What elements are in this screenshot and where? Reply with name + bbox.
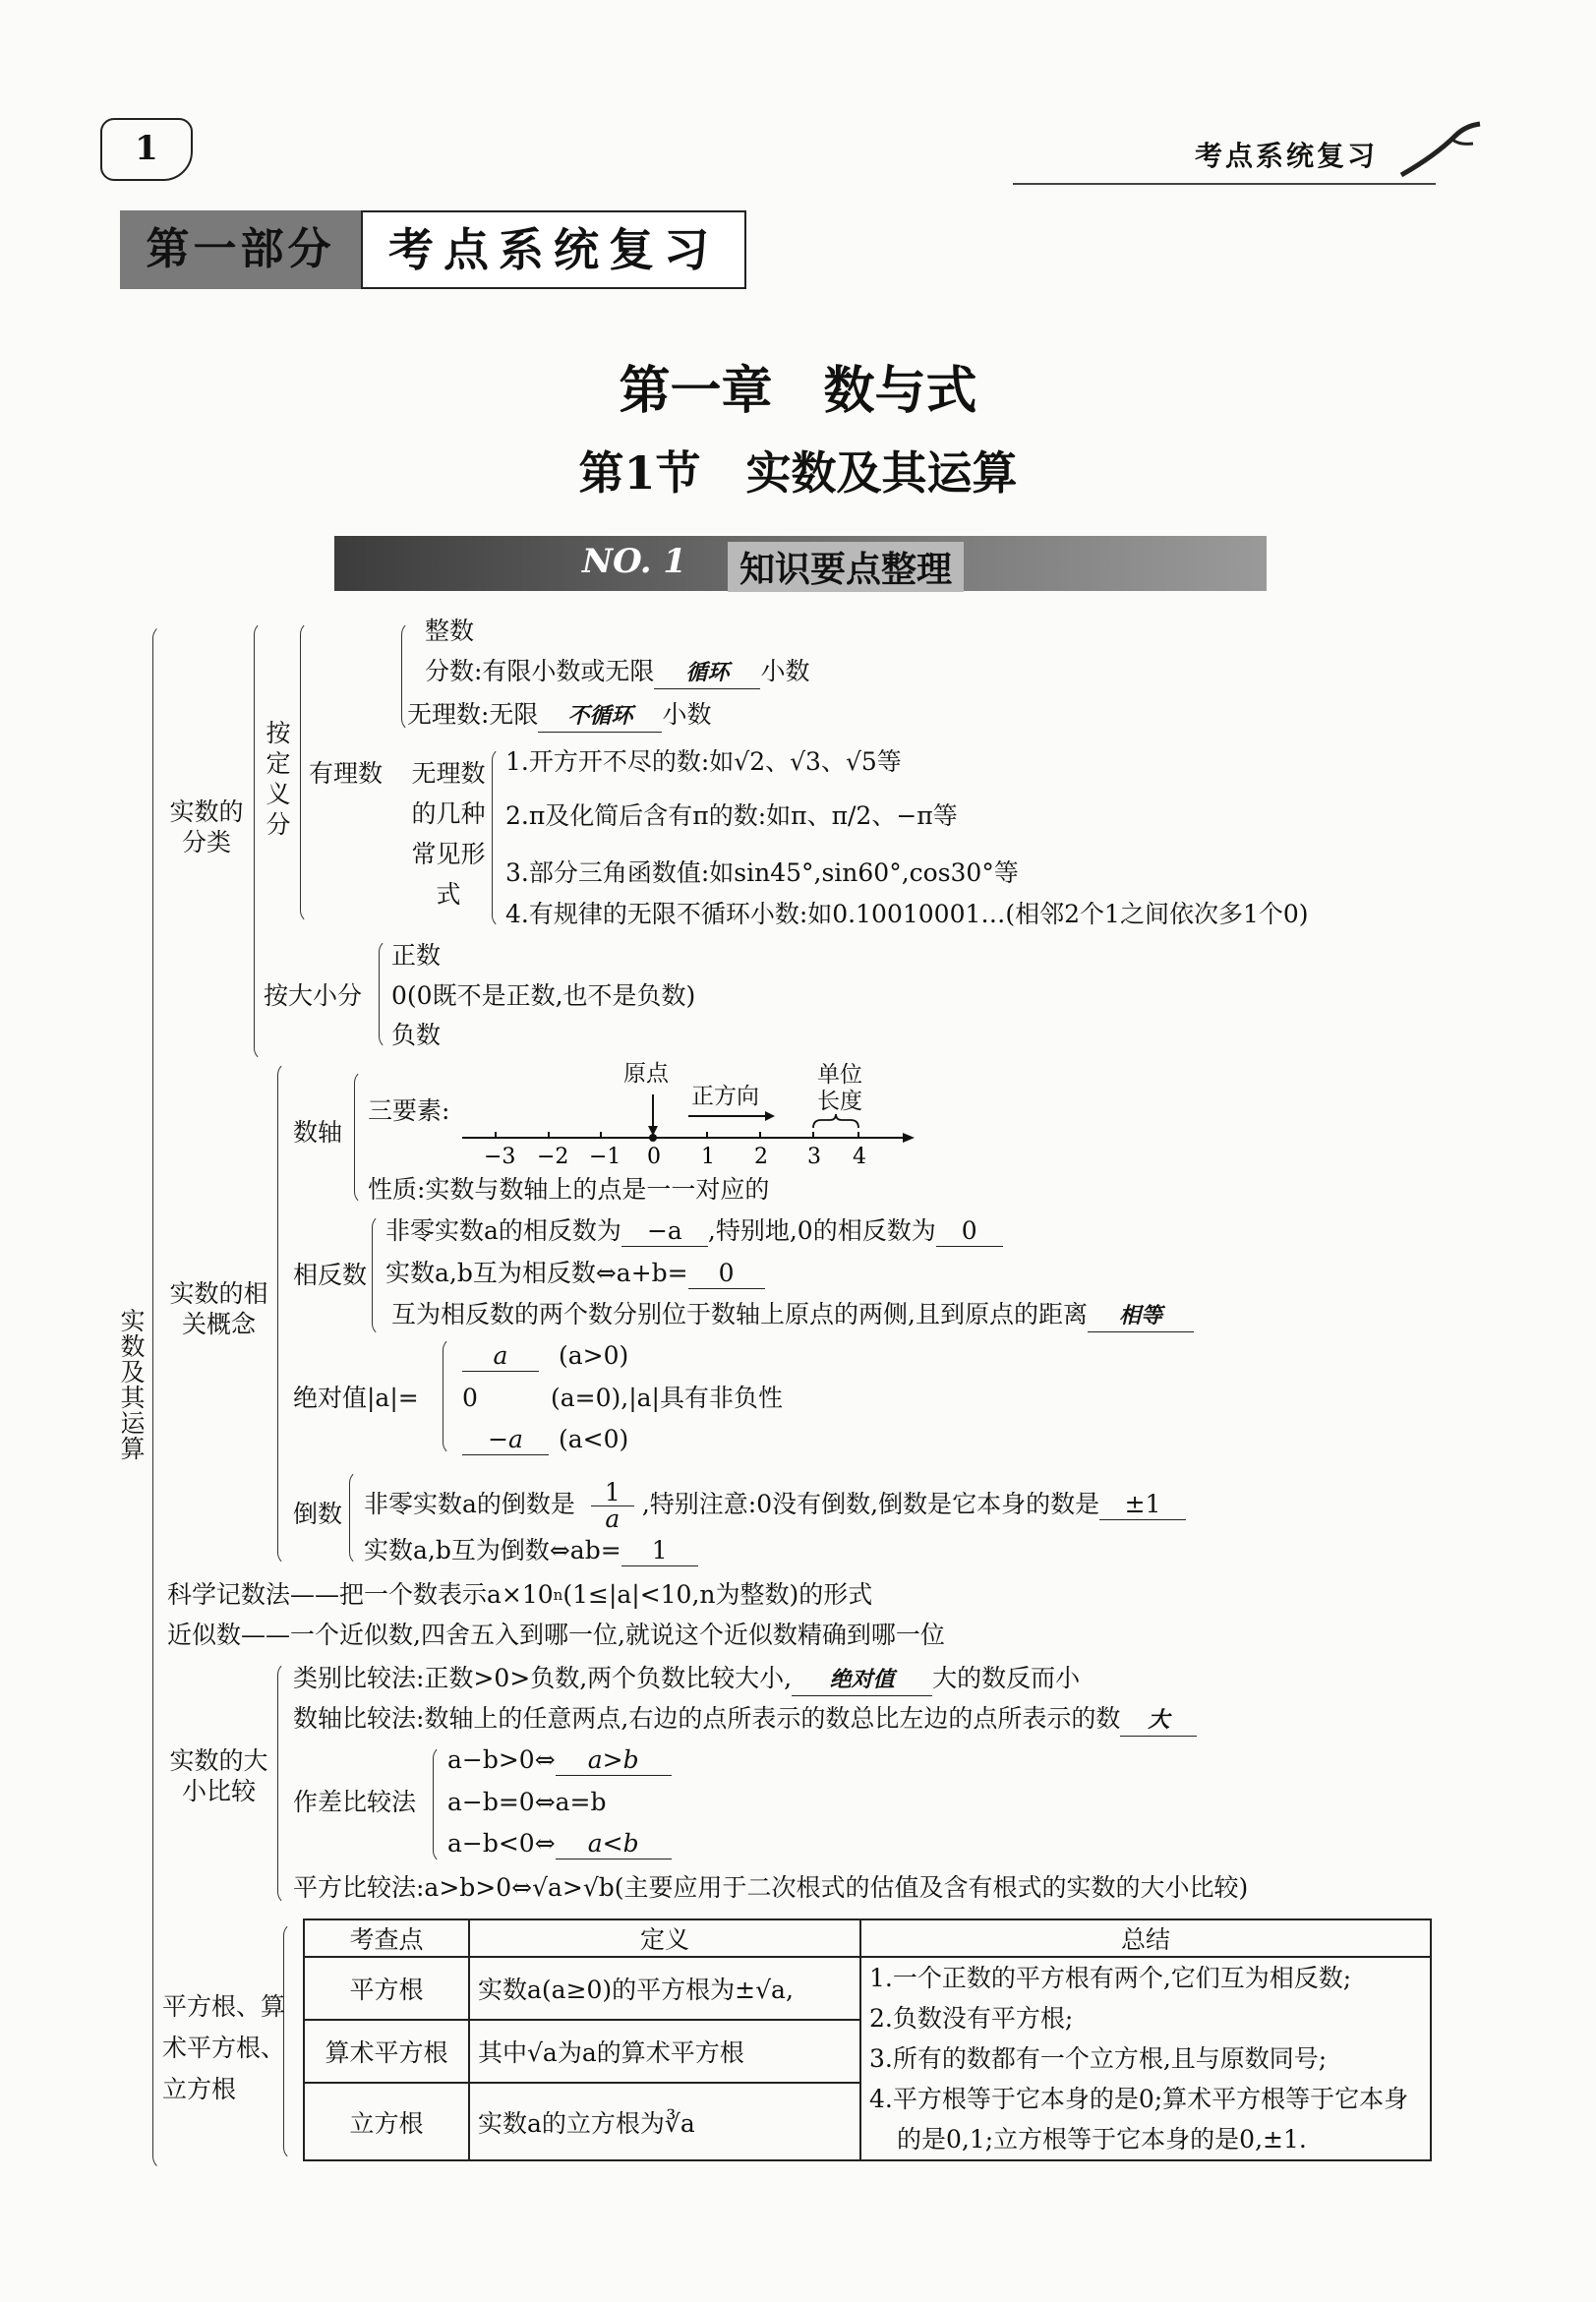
knowledge-bar — [334, 536, 1267, 591]
tick-label: 3 — [807, 1145, 821, 1169]
opposite-line-1: 非零实数a的相反数为 −a ,特别地,0的相反数为 0 — [385, 1216, 1003, 1247]
by-size-label: 按大小分 — [264, 981, 363, 1010]
reciprocal-blank-1: ±1 — [1099, 1490, 1186, 1520]
category-blank: 绝对值 — [792, 1666, 932, 1696]
tick-label: 1 — [701, 1145, 715, 1169]
positive-item: 正数 — [391, 941, 442, 970]
opposite-label: 相反数 — [293, 1261, 368, 1289]
concepts-label: 实数的相关概念 — [169, 1279, 268, 1338]
tick-label: 2 — [754, 1145, 768, 1169]
tick-label: 4 — [853, 1145, 866, 1169]
knowledge-title: 知识要点整理 — [728, 542, 964, 592]
opposite-blank-3: 0 — [688, 1259, 765, 1289]
axis-brace — [354, 1070, 367, 1205]
opposite-brace — [372, 1214, 384, 1336]
positive-direction-label: 正方向 — [691, 1084, 759, 1109]
irrational-item: 无理数:无限 不循环 小数 — [407, 700, 711, 733]
bird-ornament-icon — [1396, 116, 1485, 185]
difference-label: 作差比较法 — [293, 1788, 417, 1816]
tick-label: −2 — [537, 1145, 569, 1169]
table-header: 考查点 — [304, 1919, 469, 1957]
absolute-case-2: 0 (a=0),|a|具有非负性 — [462, 1384, 783, 1412]
difference-blank-3: a<b — [556, 1829, 672, 1859]
chapter-title: 第一章 数与式 — [619, 361, 977, 421]
page-number: 1 — [135, 129, 158, 168]
concepts-brace — [277, 1062, 290, 1565]
category-compare: 类别比较法:正数>0>负数,两个负数比较大小, 绝对值 大的数反而小 — [293, 1664, 1080, 1696]
summary-line: 4.平方根等于它本身的是0;算术平方根等于它本身的是0,1;立方根等于它本身的是0,±1. — [869, 2085, 1409, 2154]
integer-item: 整数 — [425, 617, 475, 645]
tick-label: −1 — [589, 1145, 621, 1169]
negative-item: 负数 — [391, 1021, 442, 1049]
opposite-blank-2: 0 — [936, 1216, 1003, 1247]
absolute-label: 绝对值|a|= — [293, 1384, 419, 1412]
axis-label: 数轴 — [293, 1118, 343, 1147]
sci-notation: 科学记数法——把一个数表示$a\times 10^n(1\le|a|<10,n$为整数)的形式 — [167, 1580, 873, 1609]
reciprocal-line-1: 非零实数a的倒数是 $\frac{1}{a}$ ,特别注意:0没有倒数,倒数是它本身的数是 ±1 — [364, 1480, 1186, 1532]
part-label: 第一部分 — [120, 210, 361, 289]
knowledge-tag: NO. 1 — [582, 542, 687, 581]
summary-cell — [860, 1957, 1431, 2160]
difference-line-1: a−b>0⇔ a>b — [447, 1745, 672, 1776]
table-cell: 实数a的立方根为∛a — [469, 2083, 860, 2160]
part-banner — [120, 210, 749, 289]
form-4: 4.有规律的无限不循环小数:如0.10010001…(相邻2个1之间依次多1个0) — [505, 900, 1309, 928]
header-rule — [1013, 183, 1436, 185]
table-header: 总结 — [860, 1919, 1431, 1957]
square-compare: 平方比较法:a>b>0⇔√a>√b(主要应用于二次根式的估值及含有根式的实数的大小比较) — [293, 1873, 1249, 1902]
table-cell: 其中√a为a的算术平方根 — [469, 2020, 860, 2083]
table-header: 定义 — [469, 1919, 860, 1957]
tick-label: 0 — [647, 1145, 661, 1169]
fraction-blank: 循环 — [654, 659, 760, 689]
absolute-case-3: −a (a<0) — [462, 1425, 628, 1455]
irrational-blank: 不循环 — [538, 702, 662, 733]
axis-compare-blank: 大 — [1120, 1706, 1197, 1737]
table-cell: 算术平方根 — [304, 2020, 469, 2083]
forms-brace — [492, 747, 504, 928]
comparison-label: 实数的大小比较 — [169, 1746, 268, 1805]
root-label: 实数及其运算 — [117, 1308, 146, 1461]
form-3: 3.部分三角函数值:如sin45°,sin60°,cos30°等 — [505, 858, 1019, 887]
form-2: 2.π及化简后含有π的数:如π、π/2、−π等 — [505, 801, 958, 830]
zero-item: 0(0既不是正数,也不是负数) — [391, 981, 696, 1010]
reciprocal-label: 倒数 — [293, 1500, 343, 1528]
table-cell: 立方根 — [304, 2083, 469, 2160]
absolute-brace — [443, 1337, 455, 1455]
opposite-line-2: 实数a,b互为相反数⇔a+b= 0 — [385, 1259, 765, 1289]
by-definition-label: 按定义分 — [266, 719, 291, 839]
summary-line: 2.负数没有平方根; — [869, 2004, 1074, 2033]
reciprocal-fraction: $\frac{1}{a}$ — [591, 1480, 634, 1532]
table-cell: 平方根 — [304, 1957, 469, 2020]
reciprocal-blank-2: 1 — [621, 1536, 698, 1566]
difference-blank-1: a>b — [556, 1745, 672, 1776]
unit-length-label: 单位长度 — [817, 1062, 862, 1114]
three-elements: 三要素: — [368, 1096, 450, 1125]
common-forms-label: 无理数的几种常见形式 — [411, 759, 486, 909]
reciprocal-line-2: 实数a,b互为倒数⇔ab= 1 — [364, 1536, 698, 1566]
tick-label: −3 — [484, 1145, 516, 1169]
opposite-blank-4: 相等 — [1088, 1302, 1194, 1332]
table-cell: 实数a(a≥0)的平方根为±√a, — [469, 1957, 860, 2020]
origin-label: 原点 — [623, 1061, 669, 1087]
comparison-brace — [277, 1662, 290, 1905]
section-title: 第1节 实数及其运算 — [578, 446, 1018, 500]
running-title: 考点系统复习 — [1195, 140, 1379, 172]
roots-label: 平方根、算术平方根、立方根 — [162, 1992, 286, 2103]
reciprocal-brace — [349, 1470, 362, 1565]
difference-line-2: a−b=0⇔a=b — [447, 1788, 607, 1816]
classification-label: 实数的分类 — [169, 797, 244, 856]
fraction-item: 分数:有限小数或无限 循环 小数 — [425, 657, 809, 689]
page-number-badge — [100, 118, 193, 181]
summary-line: 1.一个正数的平方根有两个,它们互为相反数; — [869, 1964, 1352, 1992]
rational-label: 有理数 — [309, 759, 384, 788]
opposite-line-3: 互为相反数的两个数分别位于数轴上原点的两侧,且到原点的距离 相等 — [391, 1300, 1194, 1332]
summary-line: 3.所有的数都有一个立方根,且与原数同号; — [869, 2044, 1328, 2073]
approximation: 近似数——一个近似数,四舍五入到哪一位,就说这个近似数精确到哪一位 — [167, 1621, 945, 1649]
absolute-case-1: a (a>0) — [462, 1341, 628, 1372]
roots-table — [303, 1918, 1432, 2161]
form-1: 1.开方开不尽的数:如√2、√3、√5等 — [505, 747, 902, 776]
part-title-box: 考点系统复习 — [361, 210, 746, 289]
by-size-brace — [379, 939, 391, 1049]
opposite-blank-1: −a — [621, 1216, 708, 1247]
axis-compare: 数轴比较法:数轴上的任意两点,右边的点所表示的数总比左边的点所表示的数 大 — [293, 1704, 1197, 1737]
difference-line-3: a−b<0⇔ a<b — [447, 1829, 672, 1859]
difference-brace — [433, 1745, 445, 1863]
axis-property: 性质:实数与数轴上的点是一一对应的 — [368, 1175, 770, 1204]
